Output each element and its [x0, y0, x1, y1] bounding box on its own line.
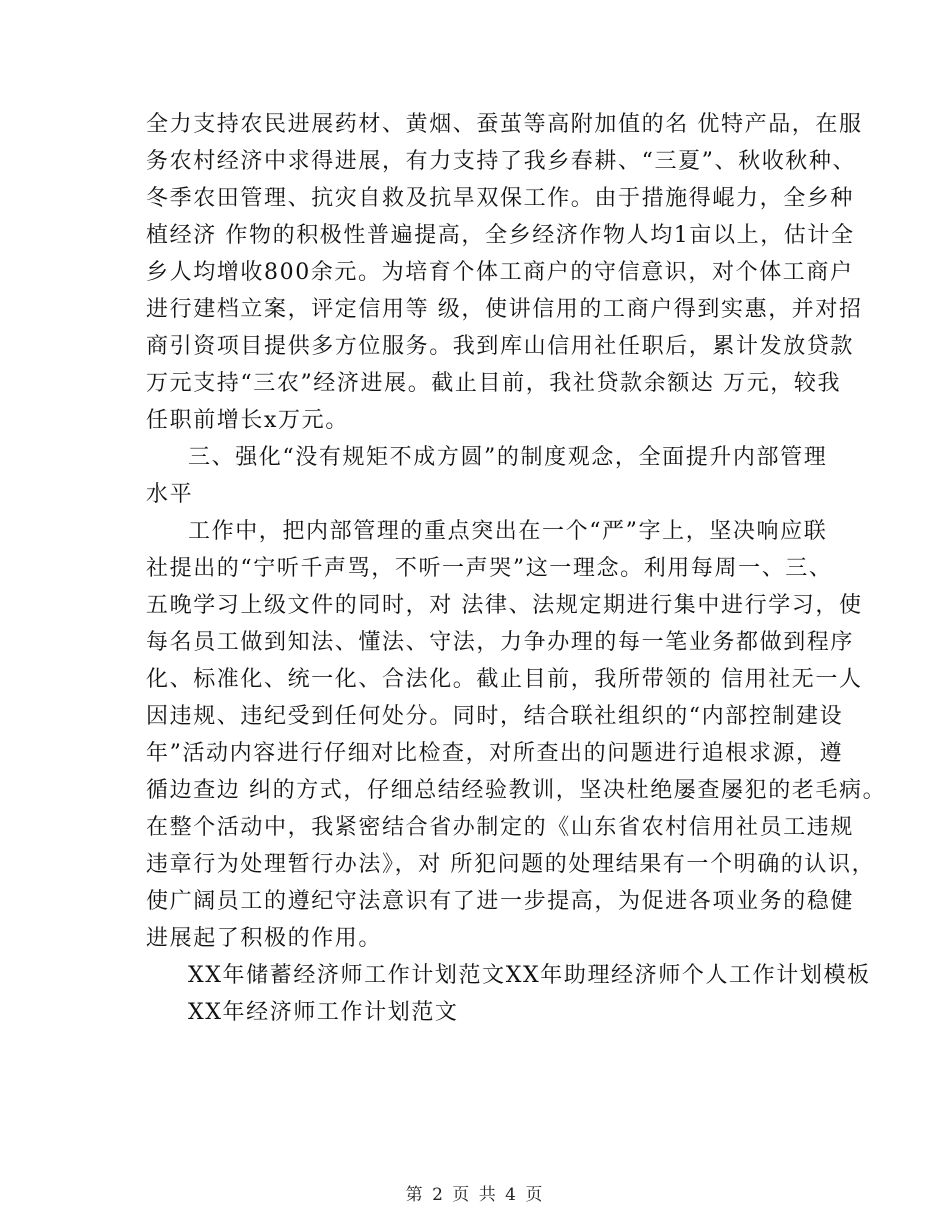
text-line: 工作中，把内部管理的重点突出在一个“严”字上，坚决响应联: [188, 519, 828, 544]
text-line: 五晚学习上级文件的同时，对 法律、法规定期进行集中进行学习，使: [146, 593, 863, 618]
text-line: 化、标准化、统一化、合法化。截止目前，我所带领的 信用社无一人: [146, 667, 863, 692]
text-line: 进行建档立案，评定信用等 级，使讲信用的工商户得到实惠，并对招: [146, 297, 863, 322]
text-line: 社提出的“宁听千声骂，不听一声哭”这一理念。利用每周一、三、: [146, 556, 833, 581]
text-line: 使广阔员工的遵纪守法意识有了进一步提高，为促进各项业务的稳健: [146, 889, 855, 914]
text-line: 商引资项目提供多方位服务。我到库山信用社任职后，累计发放贷款: [146, 334, 855, 359]
text-line: 循边查边 纠的方式，仔细总结经验教训，坚决杜绝屡查屡犯的老毛病。: [146, 778, 887, 803]
related-links-line: XX年经济师工作计划范文: [188, 1000, 459, 1025]
text-line: 务农村经济中求得进展，有力支持了我乡春耕、“三夏”、秋收秋种、: [146, 149, 857, 174]
text-line: 因违规、违纪受到任何处分。同时，结合联社组织的“内部控制建设: [146, 704, 844, 729]
text-line: 年”活动内容进行仔细对比检查，对所查出的问题进行追根求源，遵: [146, 741, 844, 766]
page-number-footer: 第 2 页 共 4 页: [405, 1185, 545, 1205]
section-heading: 三、强化“没有规矩不成方圆”的制度观念，全面提升内部管理: [188, 445, 828, 470]
section-heading: 水平: [146, 482, 194, 507]
text-line: 进展起了积极的作用。: [146, 926, 383, 951]
text-line: 冬季农田管理、抗灾自救及抗旱双保工作。由于措施得崐力，全乡种: [146, 186, 855, 211]
text-line: 植经济 作物的积极性普遍提高，全乡经济作物人均1亩以上，估计全: [146, 223, 855, 248]
text-line: 违章行为处理暂行办法》，对 所犯问题的处理结果有一个明确的认识，: [146, 852, 876, 877]
related-links-line: XX年储蓄经济师工作计划范文XX年助理经济师个人工作计划模板: [188, 963, 871, 988]
text-line: 在整个活动中，我紧密结合省办制定的《山东省农村信用社员工违规: [146, 815, 855, 840]
text-line: 全力支持农民进展药材、黄烟、蚕茧等高附加值的名 优特产品，在服: [146, 112, 863, 137]
text-line: 乡人均增收800余元。为培育个体工商户的守信意识，对个体工商户: [146, 260, 854, 285]
text-line: 万元支持“三农”经济进展。截止目前，我社贷款余额达 万元，较我: [146, 371, 842, 396]
text-line: 任职前增长x万元。: [146, 408, 349, 433]
text-line: 每名员工做到知法、懂法、守法，力争办理的每一笔业务都做到程序: [146, 630, 855, 655]
